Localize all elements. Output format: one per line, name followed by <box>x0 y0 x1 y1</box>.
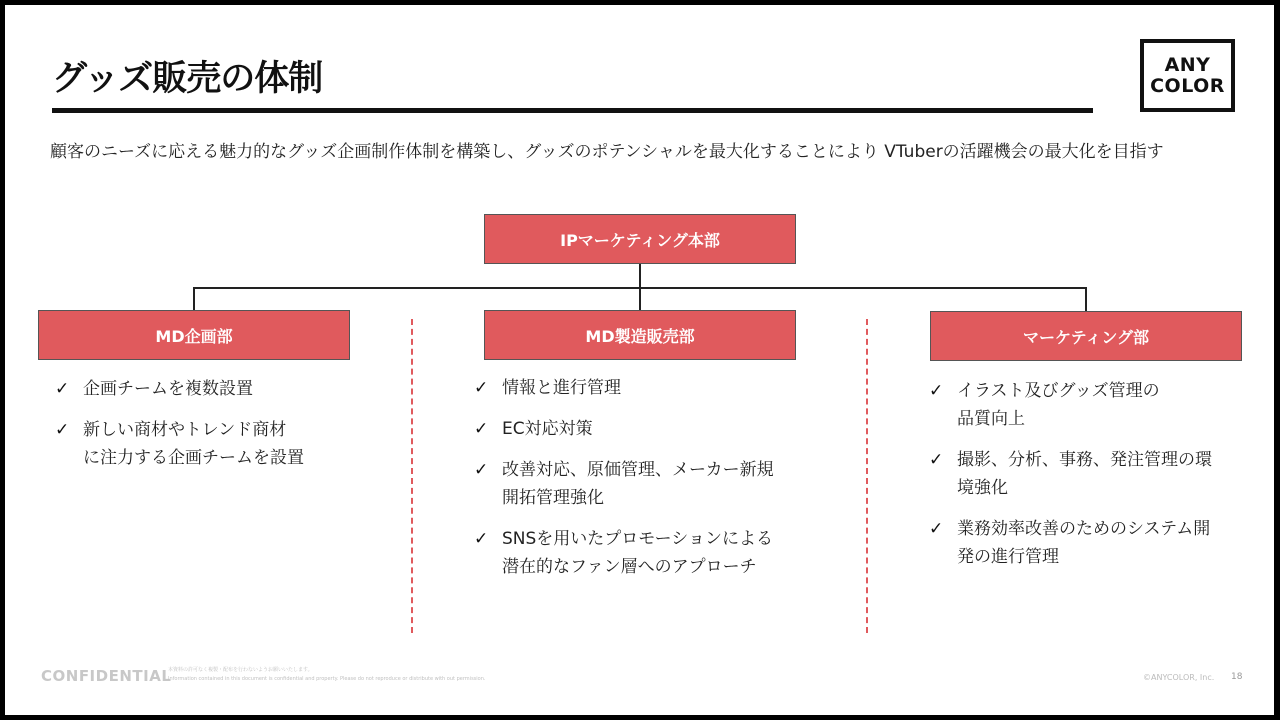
list-item <box>474 456 834 512</box>
confidential-note-en: Information contained in this document is confidential and property. Please do not reproduce or distribute with out permission. <box>168 676 486 682</box>
marketing-list <box>929 377 1249 584</box>
list-item <box>929 515 1249 571</box>
title-underline <box>52 108 1093 113</box>
org-box-md-manufacturing-sales: MD製造販売部 <box>484 310 796 360</box>
list-item-text: 企画チームを複数設置 <box>83 379 253 399</box>
list-item-text: 撮影、分析、事務、発注管理の環 <box>957 450 1212 470</box>
logo-line-1: ANY <box>1164 53 1211 76</box>
md-planning-list <box>55 375 375 485</box>
copyright: ©ANYCOLOR, Inc. <box>1143 673 1215 682</box>
list-item-text: イラスト及びグッズ管理の <box>957 381 1160 401</box>
org-box-md-planning: MD企画部 <box>38 310 350 360</box>
check-icon: ✓ <box>55 420 70 440</box>
check-icon: ✓ <box>474 378 489 398</box>
org-box-marketing: マーケティング部 <box>930 311 1242 361</box>
list-item <box>929 377 1249 433</box>
confidential-note-ja: 本資料の許可なく複製・配布を行わないようお願いいたします。 <box>168 667 313 673</box>
divider-left <box>411 319 413 633</box>
list-item-text: 潜在的なファン層へのアプローチ <box>502 557 757 577</box>
org-box-ip-marketing: IPマーケティング本部 <box>484 214 796 264</box>
slide <box>5 5 1274 715</box>
list-item-text: 境強化 <box>957 478 1008 498</box>
check-icon: ✓ <box>474 419 489 439</box>
list-item <box>55 416 375 472</box>
page-title: グッズ販売の体制 <box>52 59 323 99</box>
company-logo <box>1140 39 1235 112</box>
list-item <box>929 446 1249 502</box>
confidential-note <box>168 666 568 684</box>
list-item-text: 業務効率改善のためのシステム開 <box>957 519 1211 539</box>
page-number: 18 <box>1231 672 1243 682</box>
list-item <box>474 525 834 581</box>
list-item-text: EC対応対策 <box>502 419 593 439</box>
divider-right <box>866 319 868 633</box>
list-item <box>474 415 834 443</box>
subtitle: 顧客のニーズに応える魅力的なグッズ企画制作体制を構築し、グッズのポテンシャルを最大化することにより VTuberの活躍機会の最大化を目指す <box>50 142 1164 162</box>
check-icon: ✓ <box>929 381 944 401</box>
list-item-text: 新しい商材やトレンド商材 <box>83 420 287 440</box>
md-manufacturing-list <box>474 374 834 594</box>
list-item-text: に注力する企画チームを設置 <box>83 448 304 468</box>
check-icon: ✓ <box>474 460 489 480</box>
check-icon: ✓ <box>474 529 489 549</box>
list-item <box>55 375 375 403</box>
check-icon: ✓ <box>55 379 70 399</box>
logo-line-2: COLOR <box>1150 74 1225 97</box>
list-item-text: 開拓管理強化 <box>502 488 604 508</box>
list-item-text: 品質向上 <box>957 409 1025 429</box>
confidential-label: CONFIDENTIAL <box>41 667 172 685</box>
list-item-text: SNSを用いたプロモーションによる <box>502 529 773 549</box>
connector-horizontal <box>193 287 1087 289</box>
list-item <box>474 374 834 402</box>
list-item-text: 改善対応、原価管理、メーカー新規 <box>502 460 774 480</box>
list-item-text: 発の進行管理 <box>957 547 1059 567</box>
connector-left-vertical <box>193 287 195 311</box>
connector-right-vertical <box>1085 287 1087 312</box>
check-icon: ✓ <box>929 519 944 539</box>
check-icon: ✓ <box>929 450 944 470</box>
list-item-text: 情報と進行管理 <box>502 378 621 398</box>
